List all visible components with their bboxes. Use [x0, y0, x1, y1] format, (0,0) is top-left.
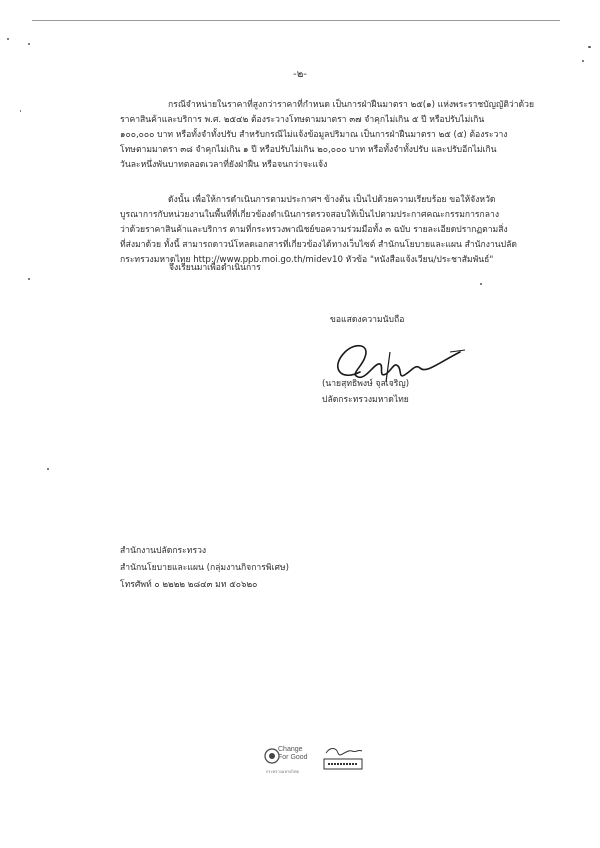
paragraph-1: [120, 98, 534, 173]
change-for-good-line: Change: [278, 746, 303, 753]
scan-speck: [47, 468, 49, 470]
paragraph-2: [120, 193, 517, 268]
change-for-good-label: [278, 746, 308, 762]
signature-icon: [320, 322, 470, 402]
contact-phone: โทรศัพท์ ๐ ๒๒๒๒ ๒๘๔๓ มท ๕๐๖๒๐: [120, 580, 258, 590]
scan-speck: [480, 283, 482, 285]
contact-division: สำนักนโยบายและแผน (กลุ่มงานกิจการพิเศษ): [120, 563, 289, 573]
scan-speck: [588, 46, 591, 48]
paragraph-1-line: วันละหนึ่งพันบาทตลอดเวลาที่ยังฝ่าฝืน หรือจนกว่าจะแจ้ง: [120, 160, 328, 170]
paragraph-3: จึงเรียนมาเพื่อดำเนินการ: [169, 263, 261, 273]
contact-block: [120, 543, 289, 594]
paragraph-2-line: บูรณาการกับหน่วยงานในพื้นที่ที่เกี่ยวข้องดำเนินการตรวจสอบให้เป็นไปตามประกาศคณะกรรมการกลาง: [120, 210, 500, 220]
paragraph-1-line: โทษตามมาตรา ๓๘ จำคุกไม่เกิน ๑ ปี หรือปรับไม่เกิน ๒๐,๐๐๐ บาท หรือทั้งจำทั้งปรับ และปรับอีกไม่เกิน: [120, 145, 497, 155]
scan-speck: [28, 278, 30, 280]
scan-speck: [28, 43, 30, 45]
signer-name: (นายสุทธิพงษ์ จุลเจริญ): [322, 379, 410, 389]
top-rule: [32, 20, 560, 21]
paragraph-1-line: ราคาสินค้าและบริการ พ.ศ. ๒๕๔๒ ต้องระวางโทษตามมาตรา ๓๗ จำคุกไม่เกิน ๕ ปี หรือปรับไม่เกิน: [120, 115, 485, 125]
paragraph-2-line: ดังนั้น เพื่อให้การดำเนินการตามประกาศฯ ข้างต้น เป็นไปด้วยความเรียบร้อย ขอให้จังหวัด: [168, 195, 496, 205]
motto-logo-icon: [322, 745, 364, 773]
paragraph-2-line: ที่ส่งมาด้วย ทั้งนี้ สามารถดาวน์โหลดเอกสารที่เกี่ยวข้องได้ทางเว็บไซต์ สำนักนโยบายและแผน สำนักงานปลัด: [120, 240, 517, 250]
page-number: -๒-: [293, 69, 307, 80]
paragraph-1-line: กรณีจำหน่ายในราคาที่สูงกว่าราคาที่กำหนด เป็นการฝ่าฝืนมาตรา ๒๕(๑) แห่งพระราชบัญญัติว่าด้วย: [168, 100, 534, 110]
paragraph-2-line: กระทรวงมหาดไทย http://www.ppb.moi.go.th/midev10 หัวข้อ "หนังสือแจ้งเวียน/ประชาสัมพันธ์": [120, 255, 494, 265]
paragraph-2-line: ว่าด้วยราคาสินค้าและบริการ ตามที่กระทรวงพาณิชย์ขอความร่วมมือทั้ง ๓ ฉบับ รายละเอียดปรากฏตามสิ่ง: [120, 225, 508, 235]
scan-speck: [7, 38, 9, 40]
closing-salutation: ขอแสดงความนับถือ: [330, 315, 405, 325]
contact-office: สำนักงานปลัดกระทรวง: [120, 546, 207, 556]
paragraph-1-line: ๑๐๐,๐๐๐ บาท หรือทั้งจำทั้งปรับ สำหรับกรณีไม่แจ้งข้อมูลปริมาณ เป็นการฝ่าฝืนมาตรา ๒๕ (๕) ต้องระวาง: [120, 130, 508, 140]
change-for-good-line: For Good: [278, 754, 308, 761]
change-for-good-subtitle: กระทรวงมหาดไทย: [266, 769, 299, 774]
scan-speck: [20, 110, 21, 112]
scan-speck: [582, 60, 584, 62]
signer-title: ปลัดกระทรวงมหาดไทย: [322, 395, 409, 405]
